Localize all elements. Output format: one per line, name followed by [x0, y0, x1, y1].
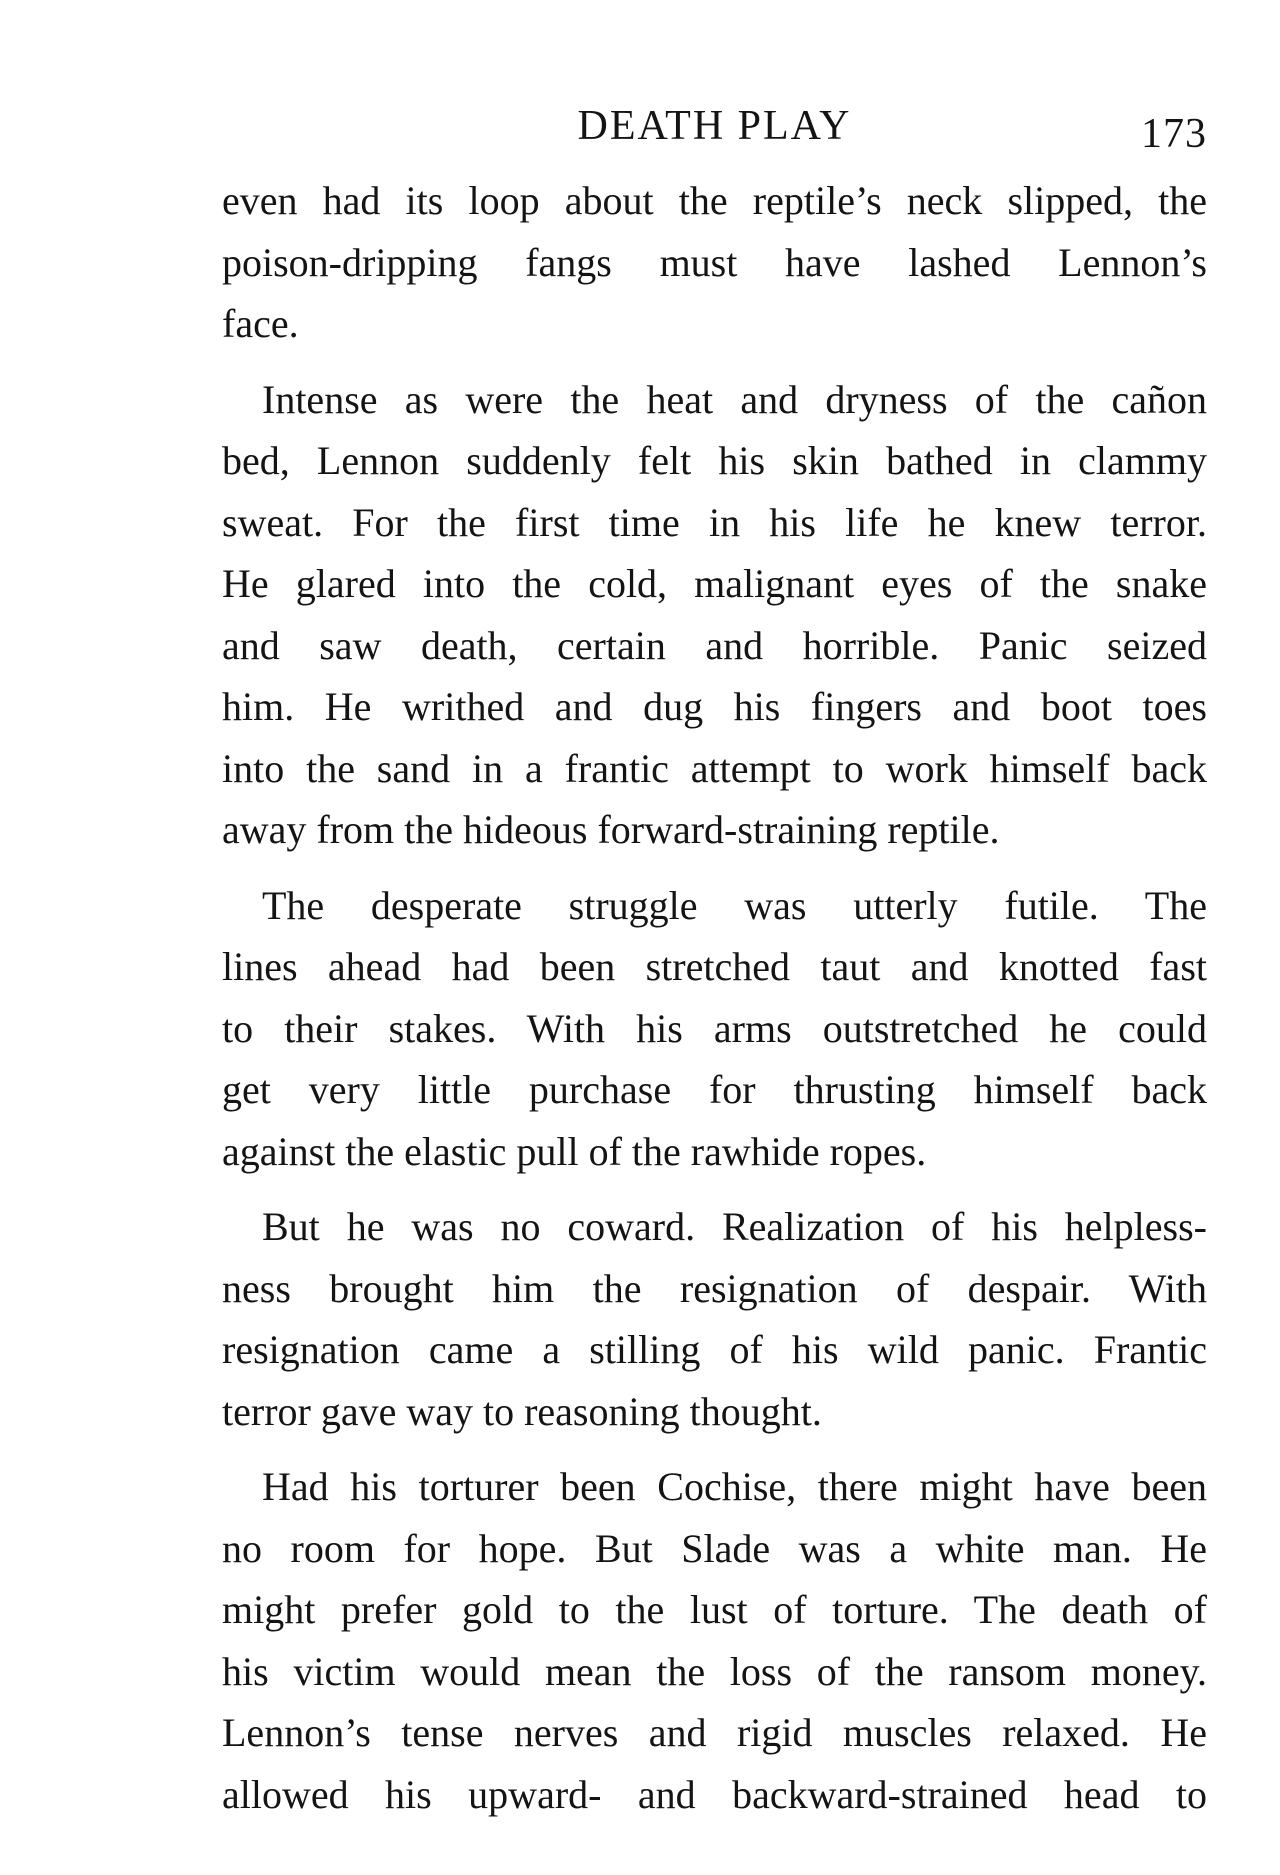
text-line: no room for hope. But Slade was a white man. He	[222, 1525, 1207, 1571]
text-line: sweat. For the first time in his life he knew terror.	[222, 499, 1207, 545]
paragraph	[222, 1456, 1207, 1825]
page-number: 173	[1141, 111, 1207, 157]
text-line: get very little purchase for thrusting himself back	[222, 1067, 1207, 1112]
running-title: DEATH PLAY	[577, 103, 852, 149]
page-body	[222, 170, 1207, 1839]
text-line: away from the hideous forward-straining reptile.	[222, 807, 1000, 852]
paragraph	[222, 170, 1207, 355]
text-line: Had his torturer been Cochise, there might have been	[262, 1464, 1207, 1509]
text-line: might prefer gold to the lust of torture. The death of	[222, 1587, 1207, 1632]
text-line: into the sand in a frantic attempt to work himself back	[222, 745, 1207, 791]
paragraph	[222, 369, 1207, 861]
paragraph	[222, 875, 1207, 1183]
text-line: poison-dripping fangs must have lashed Lennon’s	[222, 239, 1207, 285]
text-line: his victim would mean the loss of the ransom money.	[222, 1648, 1207, 1694]
text-line: Lennon’s tense nerves and rigid muscles relaxed. He	[222, 1710, 1207, 1755]
text-line: The desperate struggle was utterly futile. The	[262, 882, 1207, 928]
text-line: even had its loop about the reptile’s neck slipped, the	[222, 178, 1207, 223]
text-line: him. He writhed and dug his fingers and boot toes	[222, 684, 1207, 729]
text-line: resignation came a stilling of his wild panic. Frantic	[222, 1327, 1207, 1372]
text-line: allowed his upward- and backward-strained head to	[222, 1771, 1207, 1817]
paragraph	[222, 1196, 1207, 1442]
text-line: He glared into the cold, malignant eyes of the snake	[222, 561, 1207, 606]
text-line: bed, Lennon suddenly felt his skin bathed in clammy	[222, 438, 1207, 483]
text-line: lines ahead had been stretched taut and knotted fast	[222, 944, 1207, 989]
text-line: against the elastic pull of the rawhide ropes.	[222, 1128, 927, 1174]
text-line: face.	[222, 301, 299, 346]
page-header	[222, 96, 1207, 156]
text-line: Intense as were the heat and dryness of the cañon	[262, 376, 1207, 422]
text-line: and saw death, certain and horrible. Panic seized	[222, 622, 1207, 668]
text-line: to their stakes. With his arms outstretched he could	[222, 1005, 1207, 1051]
text-line: ness brought him the resignation of despair. With	[222, 1265, 1207, 1311]
text-line: terror gave way to reasoning thought.	[222, 1388, 822, 1434]
text-line: But he was no coward. Realization of his helpless-	[262, 1204, 1207, 1249]
